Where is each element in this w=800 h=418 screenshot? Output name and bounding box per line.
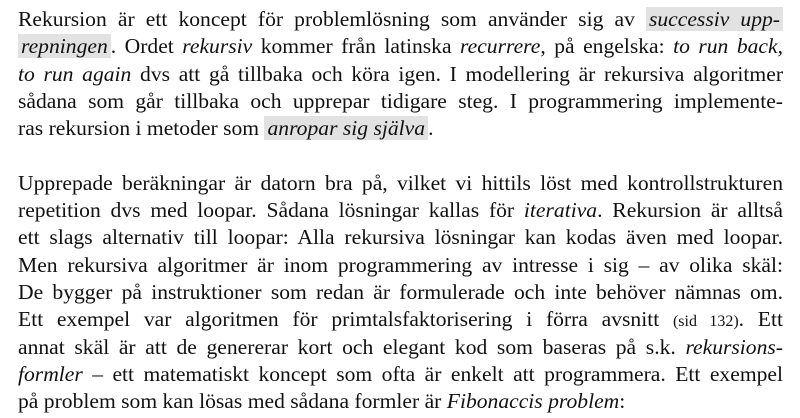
italic-term: recurrere bbox=[460, 34, 541, 59]
text-line bbox=[18, 224, 783, 251]
text-run: – ett matematiskt koncept som ofta är enkelt att programmera. Ett exempel bbox=[82, 361, 783, 386]
text-run: . Ordet bbox=[110, 34, 183, 59]
text-line bbox=[18, 33, 783, 60]
text-line bbox=[18, 252, 783, 279]
italic-term: iterativa bbox=[523, 198, 598, 223]
text-line bbox=[18, 334, 783, 361]
text-run: repetition dvs med loopar. Sådana lösningar kallas för bbox=[18, 198, 524, 223]
text-line bbox=[18, 361, 783, 388]
text-line bbox=[18, 115, 783, 142]
text-line bbox=[18, 88, 783, 115]
text-run: Men rekursiva algoritmer är inom programmering av intresse i sig – av olika skäl: bbox=[18, 252, 783, 277]
italic-term: rekursiv bbox=[182, 34, 253, 59]
text-line bbox=[18, 388, 783, 415]
text-run: kommer från latinska bbox=[252, 34, 461, 59]
italic-term: formler bbox=[18, 361, 83, 386]
paragraph-iteration-vs-recursion bbox=[18, 170, 783, 416]
italic-term: Fibonaccis problem bbox=[446, 389, 620, 414]
highlighted-term: repningen bbox=[18, 34, 111, 58]
highlighted-term: anropar sig själva bbox=[264, 116, 428, 140]
text-line bbox=[18, 6, 783, 33]
text-line bbox=[18, 170, 783, 197]
italic-term: rekursions- bbox=[685, 334, 783, 359]
italic-term: to run back, bbox=[673, 34, 783, 59]
text-line bbox=[18, 61, 783, 88]
text-line bbox=[18, 306, 783, 333]
highlighted-term: successiv upp- bbox=[646, 7, 783, 31]
paragraph-recursion-intro bbox=[18, 6, 783, 142]
text-run: : bbox=[619, 389, 626, 414]
text-run: ras rekursion i metoder som bbox=[18, 116, 265, 141]
text-run: . Rekursion är alltså bbox=[597, 198, 783, 223]
text-run: på problem som kan lösas med sådana formler är bbox=[18, 389, 447, 414]
text-run: ett slags alternativ till loopar: Alla rekursiva lösningar kan kodas även med loopar. bbox=[18, 225, 783, 250]
text-run: De bygger på instruktioner som redan är formulerade och inte behöver nämnas om. bbox=[18, 279, 783, 304]
text-run: sådana som går tillbaka och upprepar tidigare steg. I programmering implemente- bbox=[18, 88, 783, 113]
paragraph-spacing bbox=[18, 142, 783, 169]
italic-term: to run again bbox=[18, 61, 132, 86]
text-line bbox=[18, 197, 783, 224]
text-run: Ett exempel var algoritmen för primtalsfaktorisering i förra avsnitt bbox=[18, 307, 673, 332]
text-run: annat skäl är att de genererar kort och elegant kod som baseras på s.k. bbox=[18, 334, 686, 359]
text-run: dvs att gå tillbaka och köra igen. I modellering är rekursiva algoritmer bbox=[131, 61, 784, 86]
text-run: , på engelska: bbox=[540, 34, 674, 59]
text-run: Rekursion är ett koncept för problemlösning som använder sig av bbox=[18, 7, 646, 31]
page-reference: (sid 132) bbox=[672, 313, 739, 331]
text-run: . bbox=[428, 116, 434, 141]
text-run: Upprepade beräkningar är datorn bra på, vilket vi hittils löst med kontrollstrukturen bbox=[18, 170, 783, 195]
text-line bbox=[18, 279, 783, 306]
text-run: . Ett bbox=[738, 307, 783, 332]
